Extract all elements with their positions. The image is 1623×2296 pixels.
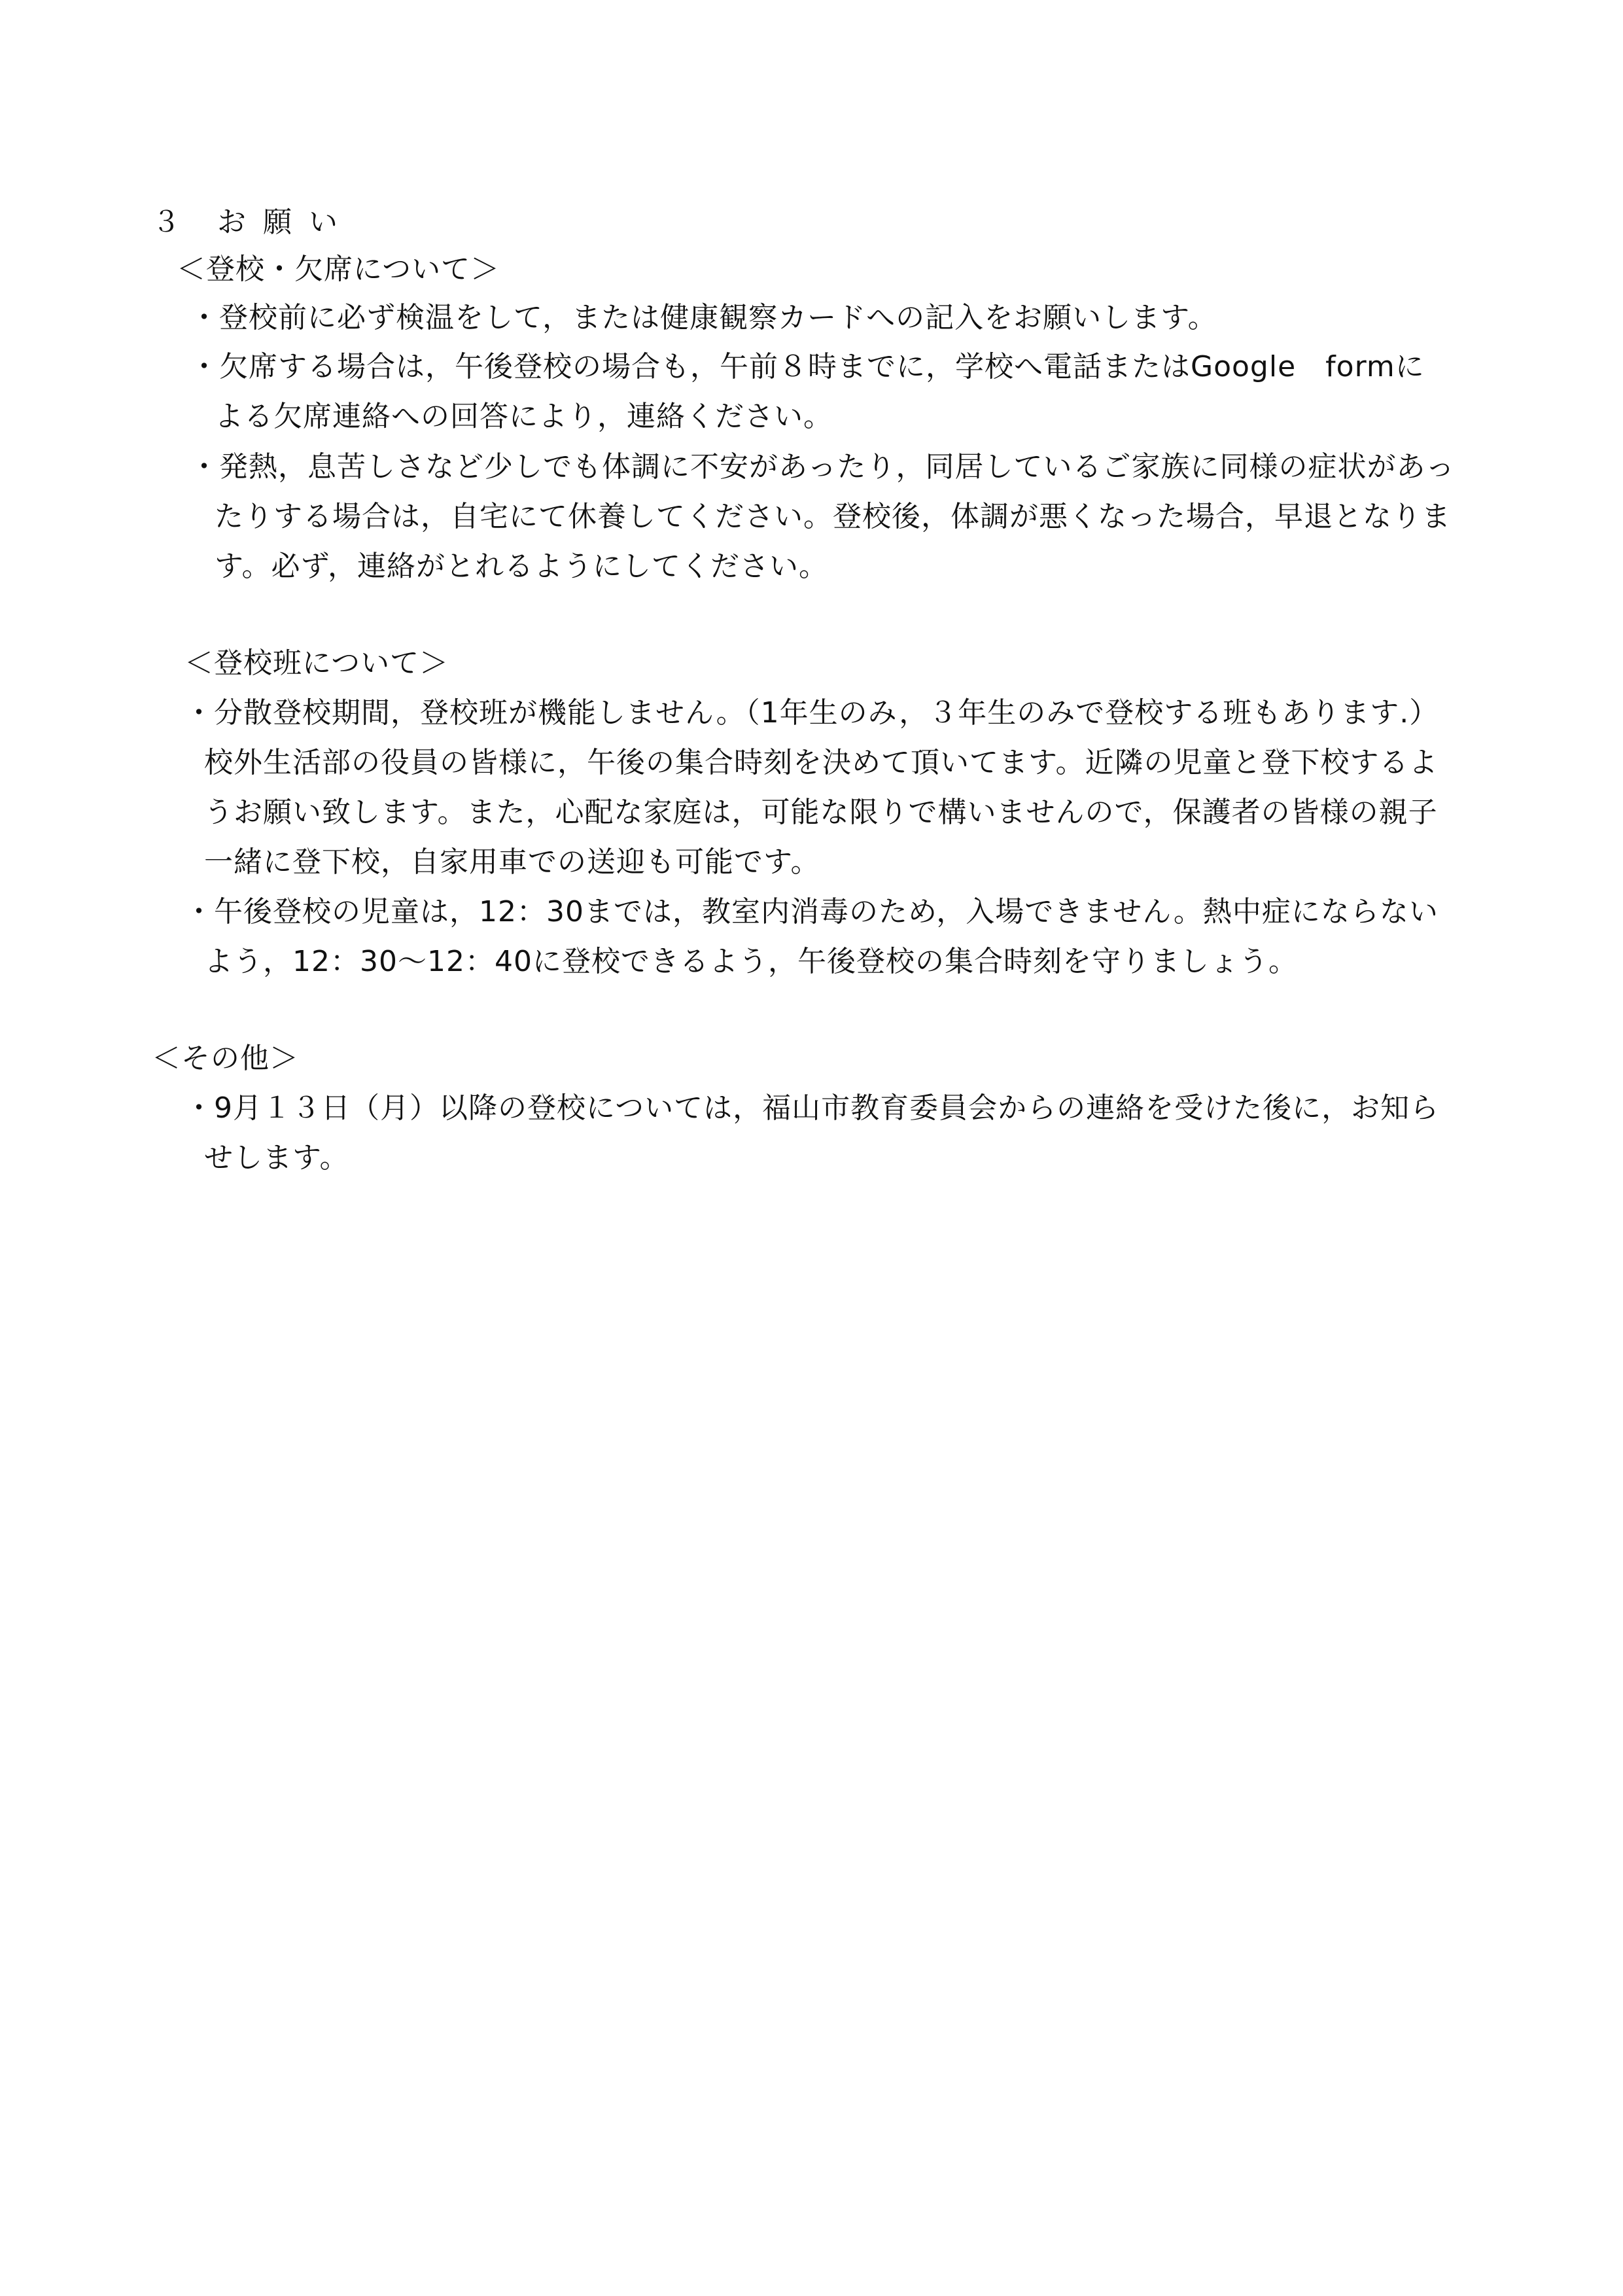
bullet-line: ・登校前に必ず検温をして，または健康観察カードへの記入をお願いします。 bbox=[190, 301, 1217, 334]
bullet-line: 一緒に登下校，自家用車での送迎も可能です。 bbox=[204, 845, 820, 879]
bullet-line: よる欠席連絡への回答により，連絡ください。 bbox=[215, 400, 833, 433]
subsection-title-attendance: ＜登校・欠席について＞ bbox=[177, 253, 500, 286]
bullet-line: たりする場合は，自宅にて休養してください。登校後，体調が悪くなった場合，早退となりま bbox=[215, 500, 1451, 533]
bullet-line: うお願い致します。また，心配な家庭は，可能な限りで構いませんので，保護者の皆様の親子 bbox=[204, 796, 1438, 829]
bullet-line: よう，12：30〜12：40に登校できるよう，午後登校の集合時刻を守りましょう。 bbox=[204, 945, 1298, 978]
bullet-line: 校外生活部の役員の皆様に，午後の集合時刻を決めて頂いてます。近隣の児童と登下校するよ bbox=[204, 746, 1439, 779]
subsection-title-commute-group: ＜登校班について＞ bbox=[184, 646, 449, 680]
bullet-line: ・9月１３日（月）以降の登校については，福山市教育委員会からの連絡を受けた後に，お知ら bbox=[184, 1091, 1440, 1125]
bullet-line: ・分散登校期間，登校班が機能しません。（1年生のみ，３年生のみで登校する班もあります.） bbox=[184, 696, 1439, 730]
section-heading: ３ お 願 い bbox=[152, 205, 341, 239]
bullet-line: せします。 bbox=[204, 1141, 349, 1174]
bullet-line: す。必ず，連絡がとれるようにしてください。 bbox=[215, 550, 828, 583]
bullet-line: ・欠席する場合は，午後登校の場合も，午前８時までに，学校へ電話またはGoogle formに bbox=[190, 350, 1425, 383]
subsection-title-other: ＜その他＞ bbox=[152, 1042, 299, 1075]
bullet-line: ・発熱，息苦しさなど少しでも体調に不安があったり，同居しているご家族に同様の症状があっ bbox=[190, 450, 1456, 484]
bullet-line: ・午後登校の児童は，12：30までは，教室内消毒のため，入場できません。熱中症にならない bbox=[184, 895, 1439, 928]
